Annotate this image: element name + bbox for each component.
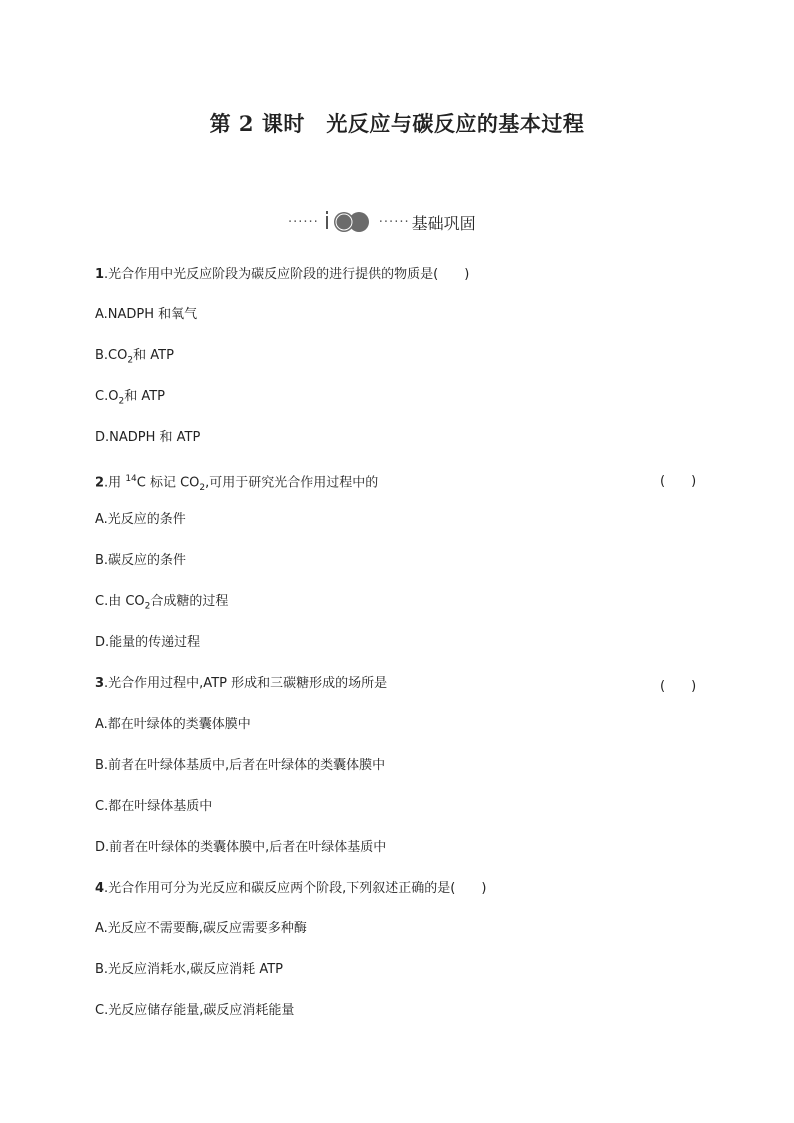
- question-text: C 标记 CO: [136, 475, 200, 491]
- subscript: 2: [144, 601, 151, 612]
- section-header: [288, 208, 476, 236]
- question-2-option-c: [95, 593, 228, 616]
- question-1-option-b: [95, 347, 174, 370]
- option-text: 和 ATP: [133, 348, 174, 363]
- dots-left: ······: [288, 214, 319, 230]
- question-text: .用: [104, 475, 126, 491]
- question-3-stem: [95, 675, 387, 693]
- question-1-stem: [95, 266, 469, 284]
- question-text: ,可用于研究光合作用过程中的: [205, 475, 379, 491]
- question-1-option-c: [95, 388, 165, 411]
- question-text: .光合作用可分为光反应和碳反应两个阶段,下列叙述正确的是( ): [104, 881, 487, 896]
- dots-right: ······: [378, 214, 410, 230]
- question-3-answer-blank: ( ): [660, 679, 697, 694]
- question-2-option-b: B.碳反应的条件: [95, 553, 187, 568]
- subscript: 2: [118, 396, 125, 407]
- question-1-option-a: A.NADPH 和氧气: [95, 307, 198, 322]
- section-label: 基础巩固: [411, 213, 476, 233]
- question-3-option-d: D.前者在叶绿体的类囊体膜中,后者在叶绿体基质中: [95, 840, 387, 855]
- subscript: 2: [127, 355, 134, 366]
- question-3-option-c: C.都在叶绿体基质中: [95, 799, 213, 814]
- superscript: 14: [125, 474, 137, 484]
- question-number: 4: [95, 881, 105, 896]
- question-2-answer-blank: ( ): [660, 474, 697, 489]
- question-text: .光合作用过程中,ATP 形成和三碳糖形成的场所是: [104, 676, 388, 691]
- question-3-option-b: B.前者在叶绿体基质中,后者在叶绿体的类囊体膜中: [95, 758, 386, 773]
- question-2-stem: [95, 470, 378, 497]
- question-number: 3: [95, 676, 105, 691]
- option-text: B.CO: [95, 348, 128, 363]
- option-text: C.由 CO: [95, 594, 145, 609]
- question-4-stem: [95, 880, 486, 898]
- option-text: 和 ATP: [124, 389, 165, 404]
- page-title: 第 2 课时 光反应与碳反应的基本过程: [209, 111, 585, 136]
- question-text: .光合作用中光反应阶段为碳反应阶段的进行提供的物质是( ): [104, 267, 470, 282]
- question-number: 1: [95, 267, 105, 282]
- section-logo-icon: [323, 208, 375, 236]
- question-2-option-a: A.光反应的条件: [95, 512, 186, 527]
- question-number: 2: [95, 475, 105, 491]
- question-4-option-c: C.光反应储存能量,碳反应消耗能量: [95, 1003, 295, 1018]
- question-2-option-d: D.能量的传递过程: [95, 635, 201, 650]
- question-4-option-b: B.光反应消耗水,碳反应消耗 ATP: [95, 962, 283, 977]
- question-3-option-a: A.都在叶绿体的类囊体膜中: [95, 717, 251, 732]
- option-text: 合成糖的过程: [150, 594, 229, 609]
- question-1-option-d: D.NADPH 和 ATP: [95, 430, 201, 445]
- option-text: C.O: [95, 389, 119, 404]
- question-4-option-a: A.光反应不需要酶,碳反应需要多种酶: [95, 921, 307, 936]
- subscript: 2: [199, 482, 206, 493]
